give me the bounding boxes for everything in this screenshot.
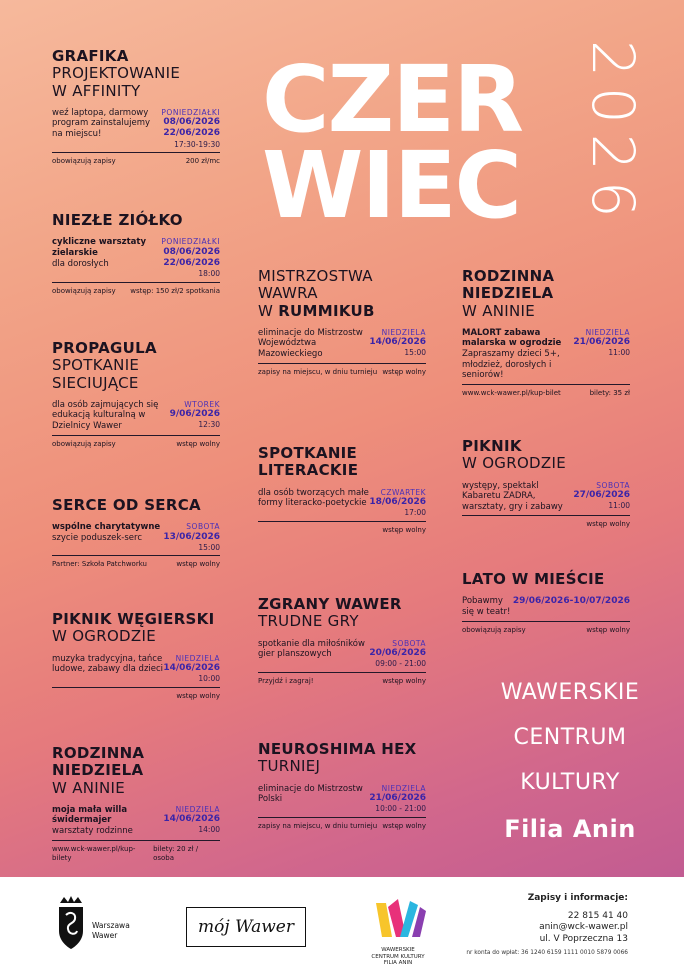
- event-footer-right: bilety: 35 zł: [589, 388, 630, 397]
- event-title: [52, 611, 220, 646]
- event-footer-right: wstęp wolny: [176, 560, 220, 569]
- event-day: NIEDZIELA: [585, 327, 630, 337]
- event-card: [462, 268, 630, 398]
- event-title-line: [52, 48, 220, 65]
- event-card: [52, 48, 220, 166]
- event-divider: [462, 515, 630, 516]
- event-details: [462, 481, 630, 513]
- event-when: [369, 784, 426, 814]
- event-title-line: [52, 611, 220, 628]
- event-description: [52, 522, 163, 552]
- event-title-bold: RODZINNA NIEDZIELA: [52, 744, 145, 780]
- event-footer-left: www.wck-wawer.pl/kup-bilety: [52, 844, 136, 862]
- event-day: SOBOTA: [186, 522, 220, 532]
- event-title-line: [52, 375, 220, 392]
- event-details: [258, 488, 426, 518]
- event-footer-right: wstęp: 150 zł/2 spotkania: [130, 286, 220, 295]
- event-title-bold: RUMMIKUB: [278, 301, 375, 320]
- event-time: 12:30: [198, 420, 220, 430]
- address: ul. V Poprzeczna 13: [539, 934, 628, 945]
- event-footer-left: obowiązują zapisy: [462, 625, 526, 634]
- event-card: [258, 596, 426, 686]
- event-when: [163, 654, 220, 684]
- event-title-line: [462, 303, 630, 320]
- event-details: [258, 639, 426, 669]
- event-footer-left: Partner: Szkoła Patchworku: [52, 560, 147, 569]
- event-date: 14/06/2026: [369, 337, 426, 348]
- event-time: 10:00: [198, 674, 220, 684]
- event-title-bold: SPOTKANIE: [258, 444, 358, 462]
- event-description-text: spotkanie dla miłośników gier planszowych: [258, 638, 365, 660]
- event-description-text: dla dorosłych: [52, 258, 109, 269]
- event-title: [52, 48, 220, 100]
- wck-line-3: KULTURY: [520, 770, 620, 795]
- event-details: [52, 522, 220, 552]
- event-divider: [258, 521, 426, 522]
- event-footer: [462, 389, 630, 398]
- event-title-light: MISTRZOSTWA: [258, 267, 373, 285]
- event-title-bold: SERCE OD SERCA: [52, 496, 201, 514]
- event-date: 14/06/2026: [163, 814, 220, 825]
- event-description: [52, 237, 161, 278]
- event-title: [258, 268, 426, 320]
- event-date: 20/06/2026: [369, 647, 426, 658]
- phone: 22 815 41 40: [567, 910, 628, 921]
- event-day: NIEDZIELA: [381, 783, 426, 793]
- event-details: [258, 784, 426, 814]
- event-time: 14:00: [198, 825, 220, 835]
- event-description: [258, 328, 369, 360]
- event-footer-left: Przyjdź i zagraj!: [258, 676, 314, 685]
- event-title-bold: PROPAGULA: [52, 339, 157, 357]
- event-title-bold: NIEZŁE ZIÓŁKO: [52, 211, 183, 229]
- event-when: [163, 805, 220, 837]
- event-title-line: [258, 268, 426, 285]
- event-description-text: szycie poduszek-serc: [52, 532, 143, 543]
- event-title-light: W ANINIE: [462, 301, 536, 320]
- warszawa-wawer-text: Warszawa Wawer: [92, 921, 130, 940]
- event-title-light: PROJEKTOWANIE: [52, 64, 181, 83]
- event-title-line: [462, 268, 630, 303]
- event-divider: [258, 672, 426, 673]
- event-title-light: TRUDNE GRY: [258, 612, 359, 631]
- event-description-bold: MALORT zabawa malarska w ogrodzie: [462, 327, 562, 349]
- event-description-bold: cykliczne warsztaty zielarskie: [52, 237, 147, 258]
- event-footer-left: obowiązują zapisy: [52, 439, 116, 448]
- event-time: 10:00 - 21:00: [375, 804, 426, 814]
- event-card: [258, 268, 426, 377]
- event-title-line: [52, 212, 220, 229]
- event-time: 15:00: [404, 348, 426, 358]
- event-date: 18/06/2026: [369, 496, 426, 507]
- wck-line-4: Filia Anin: [504, 815, 636, 843]
- event-day: SOBOTA: [392, 638, 426, 648]
- event-time: 09:00 - 21:00: [375, 659, 426, 669]
- moj-wawer-text: mój Wawer: [198, 917, 294, 937]
- wck-logo-text: WAWERSKIE CENTRUM KULTURY FILIA ANIN: [371, 947, 425, 967]
- event-title-line: [462, 571, 630, 588]
- event-when: [573, 328, 630, 381]
- event-when: [513, 596, 630, 617]
- event-when: [369, 488, 426, 518]
- event-footer-left: obowiązują zapisy: [52, 157, 116, 165]
- event-details: [462, 596, 630, 617]
- event-description: [462, 481, 573, 513]
- coat-of-arms-icon: [56, 895, 86, 951]
- event-day: NIEDZIELA: [381, 327, 426, 337]
- event-description-text: występy, spektakl Kabaretu ZADRA, warsztaty, gry i zabawy: [462, 480, 563, 512]
- event-footer-right: wstęp wolny: [382, 367, 426, 376]
- event-footer: [462, 520, 630, 529]
- wck-w-icon: [368, 897, 428, 943]
- event-date: 08/06/2026: [163, 117, 220, 128]
- event-card: [52, 212, 220, 296]
- event-description: [258, 784, 369, 814]
- event-date: 22/06/2026: [163, 128, 220, 139]
- event-description-text: Zapraszamy dzieci 5+, młodzież, dorosłych i seniorów!: [462, 349, 560, 381]
- event-title: [52, 212, 220, 229]
- event-divider: [52, 435, 220, 436]
- event-title: [258, 596, 426, 631]
- event-title-light: W ANINIE: [52, 778, 126, 797]
- event-footer: [52, 560, 220, 569]
- event-title-bold: GRAFIKA: [52, 47, 129, 65]
- event-divider: [52, 840, 220, 841]
- contact-block: [528, 893, 628, 946]
- event-title-line: [258, 741, 426, 758]
- event-footer-right: wstęp wolny: [586, 520, 630, 529]
- event-when: [161, 108, 220, 149]
- event-title-bold: LATO W MIEŚCIE: [462, 570, 605, 588]
- event-footer-right: wstęp wolny: [382, 821, 426, 830]
- moj-wawer-logo: [186, 907, 306, 947]
- event-description-text: Pobawmy się w teatr!: [462, 596, 511, 617]
- event-title-bold: RODZINNA NIEDZIELA: [462, 267, 555, 303]
- event-date: 29/06/2026-10/07/2026: [512, 596, 630, 607]
- event-date: 13/06/2026: [163, 531, 220, 542]
- event-description-text: eliminacje do Mistrzostw Województwa Mazowieckiego: [258, 327, 363, 359]
- event-details: [52, 805, 220, 837]
- year: 2026: [579, 40, 647, 228]
- event-divider: [258, 363, 426, 364]
- event-description-text: dla osób tworzących małe formy literacko-poetyckie: [258, 487, 369, 509]
- event-description: [462, 596, 513, 617]
- event-divider: [462, 621, 630, 622]
- wck-line-2: CENTRUM: [513, 725, 627, 750]
- event-date: 08/06/2026: [163, 246, 220, 257]
- contact-heading: Zapisy i informacje:: [527, 893, 628, 903]
- event-when: [161, 237, 220, 278]
- event-footer: [462, 626, 630, 635]
- event-card: [52, 611, 220, 701]
- event-day: WTOREK: [184, 399, 220, 409]
- event-title-light: SPOTKANIE: [52, 356, 140, 375]
- event-description: [52, 805, 163, 837]
- event-footer-left: www.wck-wawer.pl/kup-bilet: [462, 388, 561, 397]
- event-title-line: [258, 462, 426, 479]
- event-title-light: SIECIUJĄCE: [52, 373, 139, 392]
- event-title: [258, 445, 426, 480]
- event-date: 14/06/2026: [163, 662, 220, 673]
- event-when: [369, 328, 426, 360]
- event-when: [369, 639, 426, 669]
- event-card: [462, 571, 630, 635]
- month-line-2: WIEC: [262, 132, 521, 239]
- event-details: [52, 108, 220, 149]
- event-time: 18:00: [198, 269, 220, 279]
- event-time: 17:00: [404, 508, 426, 518]
- event-title-bold: PIKNIK WĘGIERSKI: [52, 610, 215, 628]
- event-details: [258, 328, 426, 360]
- event-title-light: W OGRODZIE: [462, 454, 566, 473]
- event-details: [52, 654, 220, 684]
- event-divider: [52, 687, 220, 688]
- event-title-line: [52, 83, 220, 100]
- event-title-line: [258, 613, 426, 630]
- event-title: [258, 741, 426, 776]
- event-day: SOBOTA: [596, 480, 630, 490]
- event-title-line: [52, 340, 220, 357]
- event-title-line: [462, 438, 630, 455]
- event-title-line: [462, 455, 630, 472]
- event-description: [258, 639, 369, 669]
- event-footer: [258, 822, 426, 831]
- event-title-light: W OGRODZIE: [52, 627, 156, 646]
- event-title-line: [52, 357, 220, 374]
- month-line-1: CZER: [262, 46, 522, 153]
- event-description-text: eliminacje do Mistrzostw Polski: [258, 783, 363, 805]
- event-title: [52, 340, 220, 392]
- event-title-bold: LITERACKIE: [258, 461, 359, 480]
- event-title: [462, 438, 630, 473]
- event-title: [462, 571, 630, 588]
- event-day: PONIEDZIAŁKI: [161, 107, 220, 117]
- event-time: 11:00: [608, 348, 630, 358]
- event-description-text: dla osób zajmujących się edukacją kulturalną w Dzielnicy Wawer: [52, 399, 159, 431]
- email: anin@wck-wawer.pl: [539, 922, 628, 933]
- event-description-text: warsztaty rodzinne: [52, 826, 133, 836]
- event-card: [52, 745, 220, 863]
- event-time: 11:00: [608, 501, 630, 511]
- event-title-bold: PIKNIK: [462, 437, 522, 455]
- event-day: NIEDZIELA: [175, 653, 220, 663]
- event-title-line: [258, 445, 426, 462]
- event-when: [163, 522, 220, 552]
- event-footer: [258, 677, 426, 686]
- event-time: 17:30-19:30: [174, 139, 220, 149]
- event-divider: [462, 384, 630, 385]
- event-footer: [52, 287, 220, 296]
- event-title: [462, 268, 630, 320]
- event-description-bold: wspólne charytatywne: [52, 522, 161, 533]
- wck-logo: [368, 897, 428, 971]
- event-title: [52, 745, 220, 797]
- event-footer: [52, 157, 220, 166]
- event-title-light: WAWRA: [258, 284, 318, 303]
- event-description-text: muzyka tradycyjna, tańce ludowe, zabawy dla dzieci: [52, 653, 164, 675]
- event-description-text: weź laptopa, darmowy program zainstalujemy na miejscu!: [52, 107, 151, 139]
- event-divider: [258, 817, 426, 818]
- event-title-light: W AFFINITY: [52, 81, 141, 100]
- event-day: CZWARTEK: [380, 487, 426, 497]
- event-details: [462, 328, 630, 381]
- event-footer: [52, 845, 220, 863]
- event-title-line: [52, 780, 220, 797]
- bank-account: nr konta do wpłat: 36 1240 6159 1111 0010 5879 0066: [466, 950, 628, 956]
- event-title-line: [52, 745, 220, 780]
- warszawa-wawer-logo: [56, 895, 166, 955]
- event-title-line: [258, 758, 426, 775]
- event-footer-left: zapisy na miejscu, w dniu turnieju: [258, 821, 378, 830]
- event-footer: [52, 692, 220, 701]
- event-card: [462, 438, 630, 529]
- event-divider: [52, 555, 220, 556]
- event-details: [52, 237, 220, 278]
- event-footer-right: bilety: 20 zł / osoba: [153, 844, 199, 862]
- event-details: [52, 400, 220, 432]
- event-title-line: [52, 65, 220, 82]
- event-time: 15:00: [198, 542, 220, 552]
- event-card: [258, 445, 426, 535]
- event-footer-right: wstęp wolny: [176, 691, 220, 700]
- event-footer: [52, 440, 220, 449]
- event-day: NIEDZIELA: [175, 804, 220, 814]
- event-footer-left: zapisy na miejscu, w dniu turnieju: [258, 367, 378, 376]
- event-title-line: [52, 628, 220, 645]
- event-day: PONIEDZIAŁKI: [161, 237, 220, 247]
- event-divider: [52, 282, 220, 283]
- event-title-line: [258, 285, 426, 302]
- event-title-bold: ZGRANY WAWER: [258, 595, 402, 613]
- event-title-bold: NEUROSHIMA HEX: [258, 740, 417, 758]
- event-footer-right: wstęp wolny: [382, 525, 426, 534]
- event-footer-right: wstęp wolny: [586, 625, 630, 634]
- event-date: 9/06/2026: [169, 409, 220, 420]
- event-title-line: W RUMMIKUB: [258, 301, 375, 320]
- event-divider: [52, 152, 220, 153]
- event-date: 27/06/2026: [573, 489, 630, 500]
- event-description-bold: moja mała willa świdermajer: [52, 804, 128, 826]
- event-footer-right: wstęp wolny: [176, 439, 220, 448]
- event-when: [573, 481, 630, 513]
- event-description: [258, 488, 369, 518]
- event-title-line: [258, 596, 426, 613]
- event-card: [52, 497, 220, 569]
- event-footer-left: obowiązują zapisy: [52, 286, 116, 295]
- event-date: 21/06/2026: [573, 337, 630, 348]
- event-description: [52, 400, 170, 432]
- event-description: [462, 328, 573, 381]
- event-title-light: TURNIEJ: [258, 757, 321, 776]
- event-title-line: [52, 497, 220, 514]
- event-footer: [258, 368, 426, 377]
- wck-line-1: WAWERSKIE: [500, 680, 640, 705]
- event-title: [52, 497, 220, 514]
- event-footer-right: 200 zł/mc: [185, 157, 220, 165]
- event-card: [52, 340, 220, 449]
- event-footer: [258, 526, 426, 535]
- event-when: [170, 400, 220, 432]
- event-card: [258, 741, 426, 831]
- event-description: [52, 654, 163, 684]
- event-date: 22/06/2026: [163, 257, 220, 268]
- event-footer-right: wstęp wolny: [382, 676, 426, 685]
- event-date: 21/06/2026: [369, 792, 426, 803]
- event-description: [52, 108, 161, 149]
